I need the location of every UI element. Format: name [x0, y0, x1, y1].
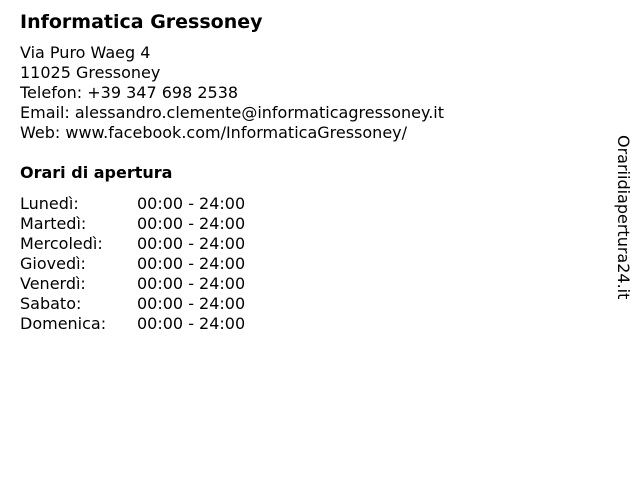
hours-row [20, 254, 280, 274]
hours-table [20, 194, 280, 334]
hours-day: Martedì: [20, 214, 87, 233]
hours-heading: Orari di apertura [20, 163, 173, 182]
phone-line: Telefon: +39 347 698 2538 [20, 83, 239, 102]
hours-time: 00:00 - 24:00 [137, 314, 246, 333]
hours-day: Mercoledì: [20, 234, 103, 253]
hours-day: Lunedì: [20, 194, 79, 213]
hours-day: Sabato: [20, 294, 82, 313]
hours-time: 00:00 - 24:00 [137, 274, 246, 293]
web-line: Web: www.facebook.com/InformaticaGressoney/ [20, 123, 408, 142]
hours-row [20, 214, 280, 234]
contact-block [20, 43, 444, 143]
hours-day: Giovedì: [20, 254, 86, 273]
watermark [610, 135, 636, 315]
address-city: 11025 Gressoney [20, 63, 161, 82]
address-street: Via Puro Waeg 4 [20, 43, 151, 62]
hours-day: Domenica: [20, 314, 107, 333]
hours-day: Venerdì: [20, 274, 86, 293]
hours-time: 00:00 - 24:00 [137, 294, 246, 313]
hours-time: 00:00 - 24:00 [137, 214, 246, 233]
hours-row [20, 314, 280, 334]
hours-time: 00:00 - 24:00 [137, 194, 246, 213]
hours-row [20, 274, 280, 294]
hours-time: 00:00 - 24:00 [137, 234, 246, 253]
watermark-text: Orariidiapertura24.it [614, 135, 633, 300]
email-line: Email: alessandro.clemente@informaticagressoney.it [20, 103, 445, 122]
business-name: Informatica Gressoney [20, 11, 263, 33]
hours-time: 00:00 - 24:00 [137, 254, 246, 273]
hours-row [20, 194, 280, 214]
hours-row [20, 294, 280, 314]
hours-row [20, 234, 280, 254]
